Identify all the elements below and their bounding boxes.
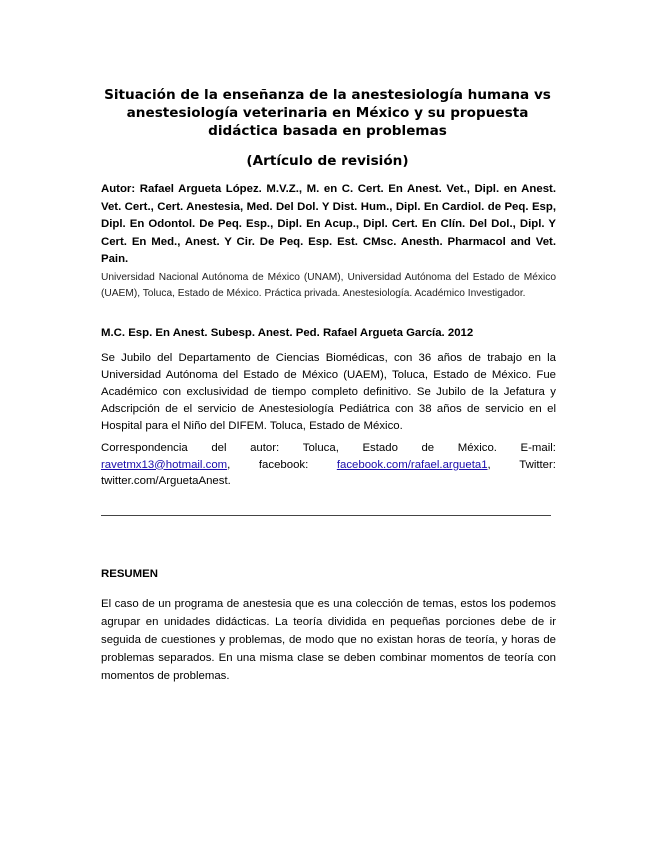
corr-word: E-mail:	[520, 442, 556, 454]
facebook-link[interactable]: facebook.com/rafael.argueta1	[336, 458, 488, 471]
corr-word: México.	[457, 442, 497, 454]
facebook-group	[337, 457, 491, 474]
section-divider	[101, 515, 551, 516]
correspondence-line-1	[101, 440, 556, 457]
resumen-heading: RESUMEN	[101, 568, 158, 580]
corr-word: autor:	[250, 442, 280, 454]
facebook-label: facebook:	[258, 458, 309, 471]
author-credentials: Autor: Rafael Argueta López. M.V.Z., M. en C. Cert. En Anest. Vet., Dipl. en Anest. Vet. Cert., Cert. Anestesia, Med. Del Dol. Y Dist. Hum., Dipl. En Cardiol. de Peq. Esp, Dipl. En Odontol. De Peq. Esp., Dipl. En Acup., Dipl. Cert. En Clín. Del Dol., Dipl. Y Cert. En Med., Anest. Y Cir. De Peq. Esp. Est. CMsc. Anesth. Pharmacol and Vet. Pain.	[101, 183, 556, 266]
twitter-label: Twitter:	[519, 458, 556, 471]
corr-word: Toluca,	[302, 442, 339, 454]
twitter-handle: twitter.com/ArguetaAnest.	[101, 475, 231, 487]
facebook-separator: ,	[487, 458, 491, 471]
author-biography: Se Jubilo del Departamento de Ciencias Biomédicas, con 36 años de trabajo en la Universidad Autónoma del Estado de México (UAEM), Toluca, Estado de México. Fue Académico con exclusividad de tiempo completo definitivo. Se Jubilo de la Jefatura y Adscripción de el servicio de Anestesiología Pediátrica con 38 años de servicio en el Hospital para el Niño del DIFEM. Toluca, Estado de México.	[101, 352, 556, 432]
corr-word: Correspondencia	[101, 442, 188, 454]
correspondence-line-2	[101, 457, 556, 474]
correspondence-block	[101, 440, 556, 490]
email-link[interactable]: ravetmx13@hotmail.com	[101, 458, 228, 471]
corr-word: del	[211, 442, 227, 454]
resumen-text: El caso de un programa de anestesia que es una colección de temas, estos los podemos agrupar en unidades didácticas. La teoría dividida en pequeñas porciones debe de ir seguida de cuestiones y problemas, de modo que no existan horas de teoría, y horas de problemas separados. En una misma clase se deben combinar momentos de teoría con momentos de problemas.	[101, 598, 556, 682]
article-type: (Artículo de revisión)	[246, 153, 409, 169]
coauthor-degree: M.C. Esp. En Anest. Subesp. Anest. Ped. Rafael Argueta García. 2012	[101, 327, 474, 339]
corr-word: de	[421, 442, 435, 454]
author-affiliation: Universidad Nacional Autónoma de México (UNAM), Universidad Autónoma del Estado de México (UAEM), Toluca, Estado de México. Práctica privada. Anestesiología. Académico Investigador.	[101, 272, 556, 299]
corr-word: Estado	[362, 442, 398, 454]
email-separator: ,	[227, 458, 231, 471]
article-title: Situación de la enseñanza de la anestesiología humana vs anestesiología veterinaria en México y su propuesta didáctica basada en problemas	[104, 87, 551, 139]
email-group	[101, 457, 230, 474]
